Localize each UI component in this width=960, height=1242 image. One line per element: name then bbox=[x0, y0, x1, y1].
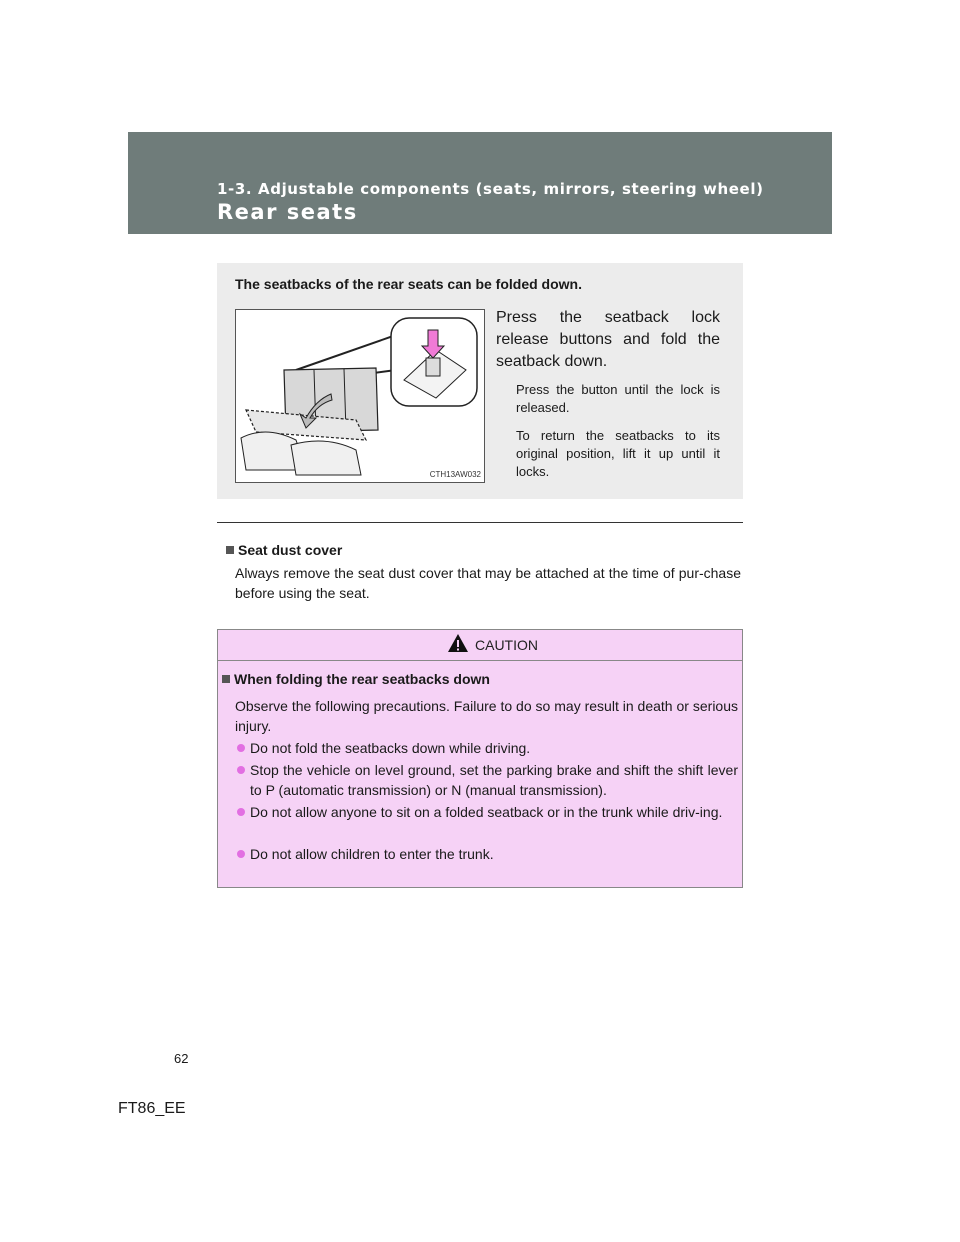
intro-text: The seatbacks of the rear seats can be folded down. bbox=[235, 276, 582, 292]
divider bbox=[217, 522, 743, 523]
caution-bullet bbox=[235, 844, 738, 864]
rear-seat-drawing bbox=[236, 310, 484, 482]
page-title: Rear seats bbox=[217, 200, 358, 224]
note-text: Press the button until the lock is released. bbox=[516, 382, 720, 415]
dust-cover-heading bbox=[226, 542, 342, 558]
caution-bullet bbox=[235, 802, 738, 822]
caution-bullet-text: Do not allow children to enter the trunk. bbox=[250, 846, 494, 862]
caution-header bbox=[218, 630, 742, 661]
caution-body: Observe the following precautions. Failure to do so may result in death or serious injury. bbox=[235, 698, 738, 734]
seat-illustration bbox=[235, 309, 485, 483]
step-instruction: Press the seatback lock release buttons and fold the seatback down. bbox=[496, 309, 720, 370]
bullet-dot-icon bbox=[237, 766, 245, 774]
bullet-dot-icon bbox=[237, 850, 245, 858]
bullet-dot-icon bbox=[237, 808, 245, 816]
warning-triangle-icon bbox=[447, 633, 469, 653]
caution-heading-text: When folding the rear seatbacks down bbox=[234, 671, 490, 687]
caution-bullet-text: Stop the vehicle on level ground, set the parking brake and shift the shift lever to P (automatic transmission) or N (manual transmission). bbox=[250, 762, 738, 798]
caution-label: CAUTION bbox=[475, 637, 538, 653]
dust-cover-heading-text: Seat dust cover bbox=[238, 542, 343, 558]
caution-bullet-text: Do not fold the seatbacks down while driving. bbox=[250, 740, 531, 756]
caution-bullet-text: Do not allow anyone to sit on a folded seatback or in the trunk while driv-ing. bbox=[250, 804, 723, 820]
square-bullet-icon bbox=[226, 546, 234, 554]
caution-bullet bbox=[235, 738, 738, 758]
square-bullet-icon bbox=[222, 675, 230, 683]
section-title: 1-3. Adjustable components (seats, mirrors, steering wheel) bbox=[217, 180, 764, 198]
bullet-dot-icon bbox=[237, 744, 245, 752]
dust-cover-text: Always remove the seat dust cover that may be attached at the time of pur-chase before using the seat. bbox=[235, 565, 741, 601]
document-id: FT86_EE bbox=[118, 1100, 186, 1117]
caution-heading bbox=[222, 671, 490, 687]
note-text: To return the seatbacks to its original position, lift it up until it locks. bbox=[516, 428, 720, 479]
caution-bullet bbox=[235, 760, 738, 800]
page-number: 62 bbox=[174, 1051, 189, 1066]
figure-code: CTH13AW032 bbox=[429, 470, 481, 479]
